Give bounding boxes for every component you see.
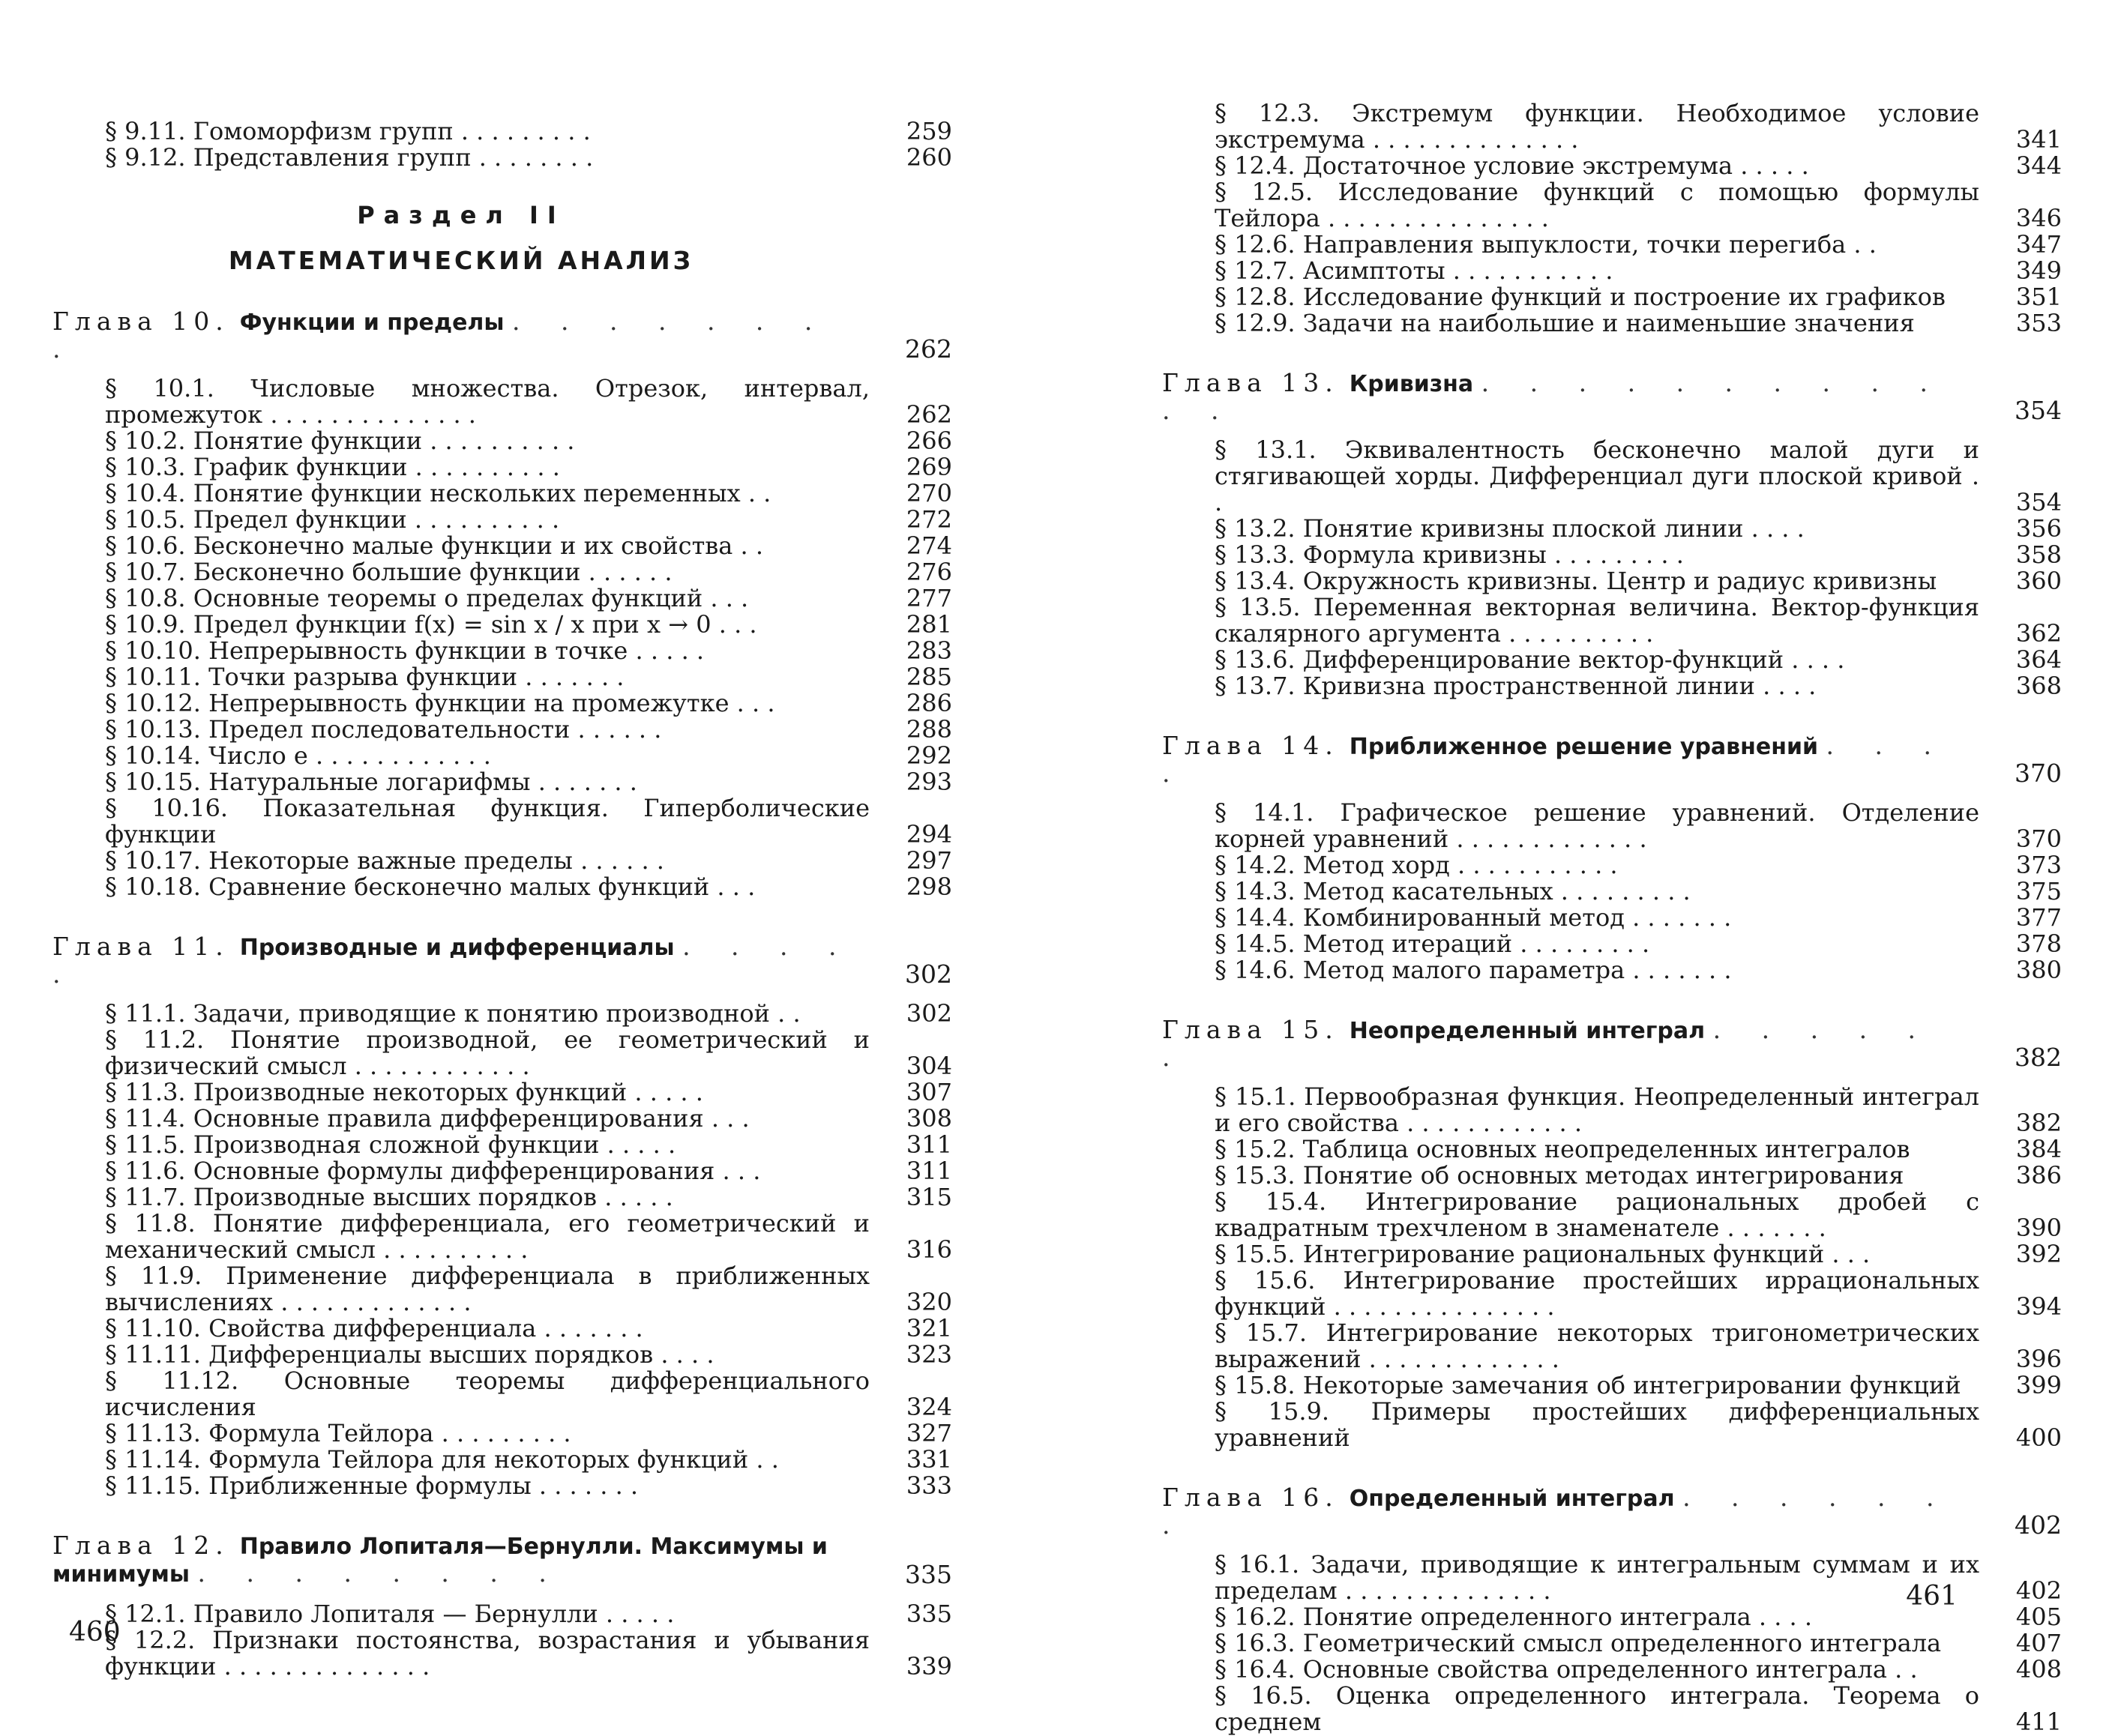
- entry-text: § 11.9. Применение дифференциала в приближенных вычислениях . . . . . . . . . . . . .: [105, 1262, 870, 1316]
- entry-text: § 12.9. Задачи на наибольшие и наименьшие значения: [1215, 309, 1915, 337]
- entry-page: 375: [2015, 877, 2062, 905]
- chapter-title: Приближенное решение уравнений: [1349, 734, 1818, 760]
- entry-page: 402: [2015, 1576, 2062, 1605]
- entry-page: 339: [906, 1652, 952, 1681]
- page-number: 460: [69, 1617, 121, 1648]
- toc-entry: [1162, 852, 2062, 878]
- toc-entry: [52, 874, 952, 900]
- toc-entry: [1162, 1683, 2062, 1735]
- toc-entry: [52, 1132, 952, 1158]
- toc-entry: [52, 612, 952, 638]
- chapter-title: Определенный интеграл: [1349, 1486, 1675, 1512]
- entry-text: § 11.15. Приближенные формулы . . . . . . .: [105, 1471, 639, 1500]
- toc-entry: [1162, 437, 2062, 516]
- entry-text: § 12.3. Экстремум функции. Необходимое условие экстремума . . . . . . . . . . . . . .: [1215, 99, 1979, 154]
- chapter-dots: . . . . .: [52, 932, 853, 989]
- entry-text: § 16.3. Геометрический смысл определенного интеграла: [1215, 1629, 1942, 1657]
- toc-entry: [52, 1001, 952, 1027]
- entry-page: 285: [906, 663, 952, 691]
- entry-page: 259: [906, 117, 952, 145]
- toc-entry: [1162, 878, 2062, 905]
- entry-page: 324: [906, 1393, 952, 1421]
- toc-entry: [52, 1368, 952, 1420]
- entry-text: § 10.4. Понятие функции нескольких переменных . .: [105, 479, 771, 507]
- chapter-page: 354: [2015, 396, 2062, 425]
- toc-entry: [52, 1158, 952, 1184]
- toc-entry: [52, 533, 952, 559]
- entry-text: § 12.6. Направления выпуклости, точки перегиба . .: [1215, 230, 1877, 259]
- toc-entry: [1162, 568, 2062, 594]
- entry-text: § 9.11. Гомоморфизм групп . . . . . . . . .: [105, 117, 591, 145]
- entry-text: § 11.2. Понятие производной, ее геометрический и физический смысл . . . . . . . . . . . .: [105, 1025, 870, 1080]
- entry-text: § 15.2. Таблица основных неопределенных интегралов: [1215, 1135, 1910, 1163]
- chapter-label: Глава 16.: [1162, 1483, 1339, 1512]
- entry-page: 315: [906, 1183, 952, 1211]
- chapter-title: Производные и дифференциалы: [239, 935, 675, 961]
- entry-text: § 15.8. Некоторые замечания об интегрировании функций: [1215, 1371, 1961, 1399]
- chapter-dots: . . . . . . . .: [52, 307, 829, 364]
- entry-page: 292: [906, 741, 952, 770]
- entry-page: 347: [2015, 230, 2062, 259]
- entry-page: 327: [906, 1419, 952, 1447]
- toc-entry: [52, 559, 952, 585]
- entry-text: § 16.4. Основные свойства определенного интеграла . .: [1215, 1655, 1918, 1684]
- section-list: [52, 376, 952, 900]
- chapter-dots: . . . . . .: [1162, 1015, 1933, 1072]
- toc-entry: [1162, 232, 2062, 258]
- toc-entry: [52, 795, 952, 848]
- chapter-page: 262: [905, 334, 952, 364]
- chapter-label: Глава 15.: [1162, 1015, 1339, 1044]
- entry-page: 396: [2015, 1345, 2062, 1373]
- entry-page: 272: [906, 505, 952, 534]
- entry-page: 307: [906, 1078, 952, 1106]
- toc-entry: [1162, 1163, 2062, 1189]
- entry-text: § 15.1. Первообразная функция. Неопределенный интеграл и его свойства . . . . . . . . . . . .: [1215, 1082, 1979, 1137]
- entry-page: 386: [2015, 1161, 2062, 1190]
- chapter-page: 402: [2015, 1510, 2062, 1540]
- left-page: [0, 0, 1057, 1681]
- entry-page: 333: [906, 1471, 952, 1500]
- toc-entry: [52, 1601, 952, 1627]
- entry-text: § 10.18. Сравнение бесконечно малых функций . . .: [105, 872, 756, 901]
- chapter-heading: [52, 933, 952, 987]
- entry-text: § 10.1. Числовые множества. Отрезок, интервал, промежуток . . . . . . . . . . . . . .: [105, 374, 870, 429]
- entry-page: 331: [906, 1445, 952, 1474]
- entry-text: § 10.6. Бесконечно малые функции и их свойства . .: [105, 531, 764, 560]
- toc-entry: [1162, 1630, 2062, 1657]
- right-page: [1057, 0, 2115, 1736]
- entry-page: 286: [906, 689, 952, 717]
- entry-page: 382: [2015, 1109, 2062, 1137]
- chapter-heading: [1162, 1016, 2062, 1070]
- entry-text: § 11.14. Формула Тейлора для некоторых функций . .: [105, 1445, 779, 1474]
- entry-page: 274: [906, 531, 952, 560]
- toc-entry: [1162, 542, 2062, 568]
- section-list: [1162, 1552, 2062, 1735]
- entry-text: § 14.5. Метод итераций . . . . . . . . .: [1215, 929, 1650, 958]
- toc-entry: [1162, 1136, 2062, 1163]
- chapter-title: Правило Лопиталя—Бернулли. Максимумы и минимумы: [52, 1534, 828, 1588]
- entry-text: § 11.3. Производные некоторых функций . . . . .: [105, 1078, 703, 1106]
- chapter-page: 370: [2015, 759, 2062, 788]
- section-list: [1162, 437, 2062, 699]
- entry-page: 283: [906, 636, 952, 665]
- toc-entry: [1162, 1268, 2062, 1320]
- toc-entry: [52, 1027, 952, 1079]
- entry-text: § 10.7. Бесконечно большие функции . . . . . .: [105, 558, 673, 586]
- toc-entry: [1162, 905, 2062, 931]
- chapter-heading: [1162, 370, 2062, 424]
- entry-page: 392: [2015, 1240, 2062, 1268]
- toc-entry: [1162, 258, 2062, 284]
- entry-text: § 11.10. Свойства дифференциала . . . . . . .: [105, 1314, 643, 1342]
- entry-page: 358: [2015, 540, 2062, 569]
- entry-page: 373: [2015, 851, 2062, 879]
- entry-text: § 10.9. Предел функции f(x) = sin x / x при x → 0 . . .: [105, 610, 757, 639]
- entry-text: § 15.7. Интегрирование некоторых тригонометрических выражений . . . . . . . . . . . . .: [1215, 1318, 1979, 1373]
- toc-entry: [52, 664, 952, 690]
- entry-page: 281: [906, 610, 952, 639]
- entry-text: § 10.17. Некоторые важные пределы . . . . . .: [105, 846, 664, 875]
- part-title: МАТЕМАТИЧЕСКИЙ АНАЛИЗ: [228, 246, 694, 275]
- entry-text: § 10.8. Основные теоремы о пределах функций . . .: [105, 584, 749, 612]
- entry-text: § 10.12. Непрерывность функции на промежутке . . .: [105, 689, 775, 717]
- toc-entry: [52, 1473, 952, 1499]
- entry-page: 346: [2015, 204, 2062, 232]
- entry-text: § 15.4. Интегрирование рациональных дробей с квадратным трехчленом в знаменателе . . . . . . .: [1215, 1187, 1979, 1242]
- toc-entry: [1162, 1399, 2062, 1451]
- toc-entry: [52, 145, 952, 171]
- toc-entry: [1162, 1241, 2062, 1268]
- entry-text: § 12.8. Исследование функций и построение их графиков: [1215, 283, 1946, 311]
- chapter-heading: [1162, 1484, 2062, 1538]
- entry-page: 349: [2015, 256, 2062, 285]
- entry-text: § 12.2. Признаки постоянства, возрастания и убывания функции . . . . . . . . . . . . . .: [105, 1626, 870, 1681]
- toc-entry: [52, 1184, 952, 1211]
- chapter-page: 302: [905, 959, 952, 989]
- toc-entry: [52, 848, 952, 874]
- entry-page: 344: [2015, 151, 2062, 180]
- left-toc: [52, 118, 952, 1680]
- entry-text: § 16.2. Понятие определенного интеграла . . . .: [1215, 1603, 1813, 1631]
- toc-entry: [52, 428, 952, 454]
- toc-entry: [52, 1263, 952, 1315]
- toc-entry: [52, 743, 952, 769]
- toc-entry: [52, 717, 952, 743]
- part-label: Раздел II: [357, 201, 565, 229]
- toc-entry: [1162, 1657, 2062, 1683]
- toc-entry: [1162, 1084, 2062, 1136]
- toc-entry: [1162, 594, 2062, 647]
- entry-page: 316: [906, 1235, 952, 1264]
- entry-text: § 14.1. Графическое решение уравнений. Отделение корней уравнений . . . . . . . . . . . . .: [1215, 798, 1979, 853]
- toc-entry: [52, 1342, 952, 1368]
- section-list: [1162, 1084, 2062, 1451]
- entry-text: § 11.5. Производная сложной функции . . . . .: [105, 1130, 676, 1159]
- chapter-page: 335: [905, 1560, 952, 1589]
- entry-text: § 13.3. Формула кривизны . . . . . . . . .: [1215, 540, 1684, 569]
- toc-entry: [1162, 957, 2062, 983]
- entry-page: 311: [906, 1130, 952, 1159]
- chapter-label: Глава 12.: [52, 1531, 229, 1560]
- entry-page: 311: [906, 1157, 952, 1185]
- toc-entry: [52, 1211, 952, 1263]
- toc-entry: [52, 1106, 952, 1132]
- toc-entry: [1162, 800, 2062, 852]
- entry-text: § 9.12. Представления групп . . . . . . . .: [105, 143, 594, 172]
- toc-entry: [52, 118, 952, 145]
- entry-text: § 13.2. Понятие кривизны плоской линии . . . .: [1215, 514, 1805, 543]
- toc-entry: [52, 638, 952, 664]
- toc-entry: [52, 585, 952, 612]
- toc-entry: [1162, 153, 2062, 179]
- entry-page: 308: [906, 1104, 952, 1133]
- entry-page: 276: [906, 558, 952, 586]
- entry-text: § 13.5. Переменная векторная величина. Вектор-функция скалярного аргумента . . . . . . . . . .: [1215, 593, 1979, 648]
- entry-text: § 16.5. Оценка определенного интеграла. Теорема о среднем: [1215, 1681, 1979, 1736]
- section-list: [52, 1001, 952, 1499]
- entry-page: 262: [906, 400, 952, 429]
- entry-text: § 14.2. Метод хорд . . . . . . . . . . .: [1215, 851, 1618, 879]
- entry-page: 407: [2015, 1629, 2062, 1657]
- entry-page: 360: [2015, 567, 2062, 595]
- page-number: 461: [1906, 1581, 1958, 1612]
- chapter-heading: [1162, 732, 2062, 786]
- chapter-dots: . . . .: [1162, 731, 1948, 788]
- entry-text: § 13.1. Эквивалентность бесконечно малой дуги и стягивающей хорды. Дифференциал дуги плоской кривой . .: [1215, 435, 1979, 516]
- entry-page: 304: [906, 1052, 952, 1080]
- entry-page: 384: [2015, 1135, 2062, 1163]
- entry-text: § 12.5. Исследование функций с помощью формулы Тейлора . . . . . . . . . . . . . . .: [1215, 178, 1979, 232]
- entry-page: 288: [906, 715, 952, 744]
- entry-page: 260: [906, 143, 952, 172]
- entry-text: § 13.7. Кривизна пространственной линии . . . .: [1215, 672, 1817, 700]
- entry-page: 377: [2015, 903, 2062, 932]
- entry-text: § 12.4. Достаточное условие экстремума . . . . .: [1215, 151, 1809, 180]
- entry-page: 266: [906, 427, 952, 455]
- entry-page: 351: [2015, 283, 2062, 311]
- toc-entry: [1162, 516, 2062, 542]
- toc-entry: [1162, 673, 2062, 699]
- toc-entry: [52, 769, 952, 795]
- chapter-dots: . . . . . . .: [1162, 1483, 1951, 1540]
- entry-text: § 11.1. Задачи, приводящие к понятию производной . .: [105, 999, 801, 1028]
- entry-text: § 16.1. Задачи, приводящие к интегральным суммам и их пределам . . . . . . . . . . . . . .: [1215, 1550, 1979, 1605]
- chapter-dots: . . . . . . . .: [197, 1558, 563, 1588]
- toc-entry: [52, 480, 952, 507]
- section-list: [1162, 800, 2062, 983]
- entry-page: 378: [2015, 929, 2062, 958]
- toc-entry: [52, 454, 952, 480]
- entry-page: 362: [2015, 619, 2062, 648]
- entry-text: § 11.12. Основные теоремы дифференциального исчисления: [105, 1366, 870, 1421]
- entry-text: § 11.7. Производные высших порядков . . . . .: [105, 1183, 673, 1211]
- toc-entry: [1162, 100, 2062, 153]
- entry-page: 297: [906, 846, 952, 875]
- chapter-label: Глава 11.: [52, 932, 229, 961]
- entry-text: § 10.5. Предел функции . . . . . . . . . .: [105, 505, 560, 534]
- toc-entry: [1162, 1189, 2062, 1241]
- entry-text: § 11.13. Формула Тейлора . . . . . . . . .: [105, 1419, 571, 1447]
- entry-text: § 10.15. Натуральные логарифмы . . . . . . .: [105, 768, 637, 796]
- entry-page: 277: [906, 584, 952, 612]
- toc-entry: [1162, 931, 2062, 957]
- chapter-heading: [52, 1532, 952, 1588]
- chapter-title: Кривизна: [1349, 371, 1474, 397]
- toc-entry: [1162, 179, 2062, 232]
- section-list: [52, 118, 952, 171]
- entry-text: § 10.13. Предел последовательности . . . . . .: [105, 715, 662, 744]
- entry-page: 270: [906, 479, 952, 507]
- entry-text: § 10.14. Число e . . . . . . . . . . . .: [105, 741, 491, 770]
- chapter-label: Глава 13.: [1162, 368, 1339, 397]
- entry-text: § 10.10. Непрерывность функции в точке . . . . .: [105, 636, 705, 665]
- entry-text: § 11.6. Основные формулы дифференцирования . . .: [105, 1157, 761, 1185]
- entry-text: § 10.16. Показательная функция. Гиперболические функции: [105, 794, 870, 849]
- entry-page: 405: [2015, 1603, 2062, 1631]
- toc-entry: [52, 690, 952, 717]
- entry-page: 320: [906, 1288, 952, 1316]
- entry-page: 399: [2015, 1371, 2062, 1399]
- toc-entry: [52, 1079, 952, 1106]
- entry-text: § 10.2. Понятие функции . . . . . . . . . .: [105, 427, 575, 455]
- entry-text: § 14.4. Комбинированный метод . . . . . . .: [1215, 903, 1732, 932]
- section-list: [52, 1601, 952, 1680]
- toc-entry: [52, 1420, 952, 1447]
- entry-text: § 15.5. Интегрирование рациональных функций . . .: [1215, 1240, 1871, 1268]
- entry-page: 368: [2015, 672, 2062, 700]
- chapter-heading: [52, 308, 952, 362]
- toc-entry: [52, 1627, 952, 1680]
- chapter-title: Функции и пределы: [239, 310, 505, 336]
- chapter-label: Глава 10.: [52, 307, 229, 336]
- entry-text: § 11.8. Понятие дифференциала, его геометрический и механический смысл . . . . . . . . . .: [105, 1209, 870, 1264]
- entry-page: 341: [2015, 125, 2062, 154]
- entry-page: 370: [2015, 825, 2062, 853]
- entry-page: 408: [2015, 1655, 2062, 1684]
- toc-entry: [52, 1447, 952, 1473]
- entry-text: § 15.6. Интегрирование простейших иррациональных функций . . . . . . . . . . . . . . .: [1215, 1266, 1979, 1321]
- entry-page: 354: [2015, 488, 2062, 516]
- entry-text: § 11.11. Дифференциалы высших порядков . . . .: [105, 1340, 714, 1369]
- entry-page: 269: [906, 453, 952, 481]
- entry-page: 323: [906, 1340, 952, 1369]
- entry-page: 411: [2015, 1708, 2062, 1736]
- entry-page: 390: [2015, 1214, 2062, 1242]
- toc-entry: [1162, 1372, 2062, 1399]
- toc-entry: [52, 1315, 952, 1342]
- entry-text: § 13.6. Дифференцирование вектор-функций . . . .: [1215, 645, 1845, 674]
- entry-text: § 11.4. Основные правила дифференцирования . . .: [105, 1104, 750, 1133]
- entry-page: 294: [906, 820, 952, 849]
- entry-text: § 15.9. Примеры простейших дифференциальных уравнений: [1215, 1397, 1979, 1452]
- chapter-title: Неопределенный интеграл: [1349, 1018, 1706, 1044]
- entry-page: 302: [906, 999, 952, 1028]
- right-toc: [1162, 100, 2062, 1735]
- entry-text: § 14.3. Метод касательных . . . . . . . . .: [1215, 877, 1691, 905]
- entry-page: 364: [2015, 645, 2062, 674]
- toc-entry: [52, 507, 952, 533]
- toc-entry: [1162, 284, 2062, 310]
- entry-page: 356: [2015, 514, 2062, 543]
- entry-text: § 13.4. Окружность кривизны. Центр и радиус кривизны: [1215, 567, 1937, 595]
- entry-page: 335: [906, 1600, 952, 1628]
- entry-text: § 15.3. Понятие об основных методах интегрирования: [1215, 1161, 1904, 1190]
- entry-page: 353: [2015, 309, 2062, 337]
- toc-entry: [1162, 310, 2062, 337]
- entry-page: 380: [2015, 956, 2062, 984]
- toc-entry: [1162, 1320, 2062, 1372]
- entry-page: 321: [906, 1314, 952, 1342]
- chapter-dots: . . . . . . . . . . . .: [1162, 368, 1944, 425]
- entry-text: § 12.7. Асимптоты . . . . . . . . . . .: [1215, 256, 1613, 285]
- chapter-label: Глава 14.: [1162, 731, 1339, 760]
- entry-page: 394: [2015, 1292, 2062, 1321]
- chapter-page: 382: [2015, 1043, 2062, 1072]
- entry-text: § 10.11. Точки разрыва функции . . . . . . .: [105, 663, 625, 691]
- entry-text: § 12.1. Правило Лопиталя — Бернулли . . . . .: [105, 1600, 675, 1628]
- entry-text: § 10.3. График функции . . . . . . . . . .: [105, 453, 560, 481]
- section-list: [1162, 100, 2062, 337]
- entry-page: 298: [906, 872, 952, 901]
- entry-text: § 14.6. Метод малого параметра . . . . . . .: [1215, 956, 1732, 984]
- entry-page: 293: [906, 768, 952, 796]
- toc-entry: [1162, 647, 2062, 673]
- entry-page: 400: [2015, 1423, 2062, 1452]
- toc-entry: [52, 376, 952, 428]
